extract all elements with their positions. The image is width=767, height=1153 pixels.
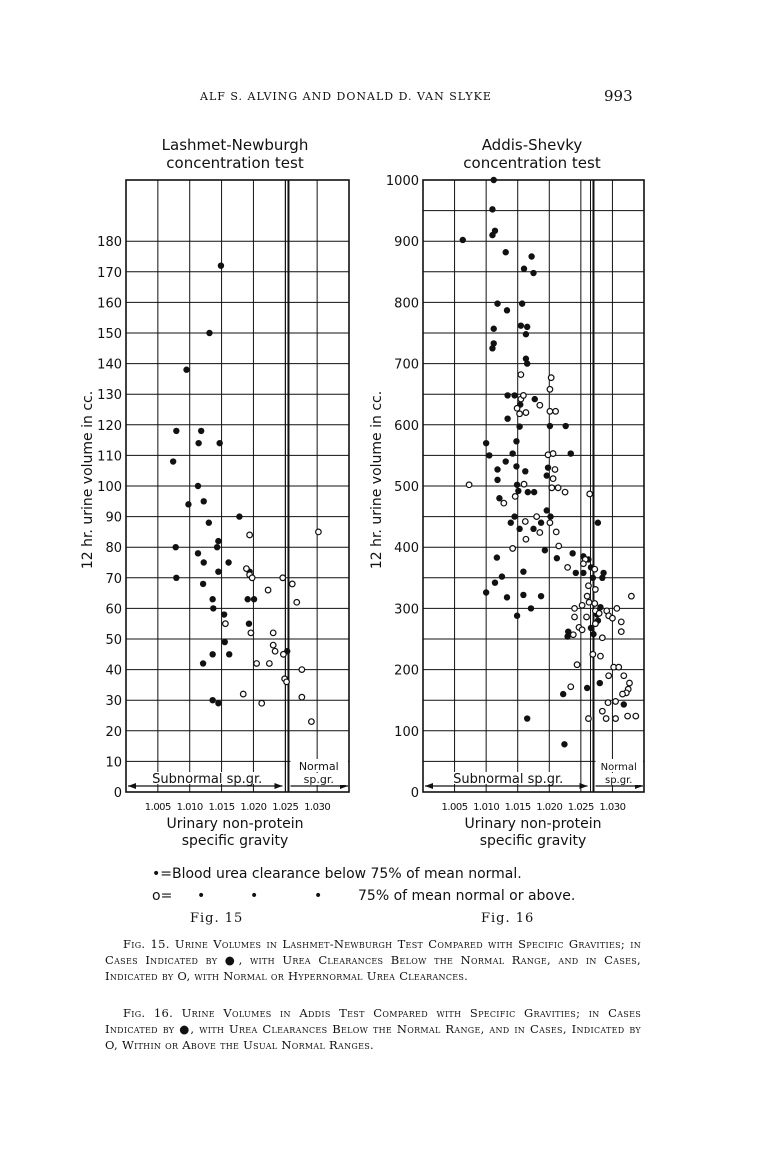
- chart2-point-open: [618, 629, 624, 635]
- chart2-point-filled: [496, 495, 502, 501]
- chart2-point-open: [550, 476, 556, 482]
- chart2-point-open: [552, 467, 558, 473]
- chart1-point-filled: [201, 559, 207, 565]
- chart1-x-tick-label: 1.015: [208, 802, 235, 813]
- chart2-point-open: [625, 713, 631, 719]
- chart1-y-tick-label: 30: [105, 694, 122, 710]
- chart2-point-open: [521, 393, 527, 399]
- chart2-point-filled: [509, 450, 515, 456]
- chart2-point-open: [572, 606, 578, 612]
- chart1-point-filled: [206, 520, 212, 526]
- chart1-point-filled: [225, 559, 231, 565]
- legend-open-text: 75% of mean normal or above.: [358, 888, 576, 904]
- chart1-point-filled: [214, 544, 220, 550]
- chart2-point-open: [501, 500, 507, 506]
- chart2-point-open: [593, 621, 599, 627]
- legend-filled-prefix: •=: [152, 866, 172, 882]
- chart2-point-filled: [561, 741, 567, 747]
- chart1-title: [128, 136, 342, 172]
- chart2-point-filled: [504, 307, 510, 313]
- chart2-y-tick-label: 300: [394, 602, 419, 618]
- chart2-point-open: [586, 583, 592, 589]
- chart2-point-filled: [599, 575, 605, 581]
- chart2-point-open: [517, 411, 523, 417]
- chart1-y-tick-label: 70: [105, 571, 122, 587]
- chart1-point-filled: [195, 550, 201, 556]
- chart1-x-tick-label: 1.020: [240, 802, 267, 813]
- chart2-point-filled: [560, 691, 566, 697]
- chart2-point-open: [572, 614, 578, 620]
- chart1-point-open: [270, 642, 276, 648]
- chart2-y-tick-label: 900: [394, 235, 419, 251]
- chart2-y-tick-label: 100: [394, 724, 419, 740]
- chart2-point-open: [549, 485, 555, 491]
- chart2-point-open: [613, 699, 619, 705]
- chart2-point-open: [568, 684, 574, 690]
- chart1-normal-label: Normal: [298, 760, 339, 773]
- chart1-y-tick-label: 20: [105, 724, 122, 740]
- legend-filled: [152, 866, 522, 882]
- chart2-point-open: [466, 482, 472, 488]
- chart2-point-filled: [531, 489, 537, 495]
- chart1-point-open: [309, 719, 315, 725]
- chart2-point-open: [579, 627, 585, 633]
- legend-ditto-3: •: [314, 888, 323, 904]
- chart2-plot: [380, 166, 670, 832]
- chart1-point-filled: [185, 501, 191, 507]
- chart2-point-open: [523, 410, 529, 416]
- chart2-point-open: [534, 514, 540, 520]
- chart2-subnormal-arrowhead-right: [579, 783, 587, 789]
- chart2-point-filled: [597, 680, 603, 686]
- chart1-subnormal-arrowhead-left: [128, 783, 136, 789]
- chart2-point-open: [574, 662, 580, 668]
- chart1-x-axis-label: [128, 816, 342, 850]
- chart1-point-filled: [209, 651, 215, 657]
- chart2-point-filled: [503, 249, 509, 255]
- chart2-y-tick-label: 0: [410, 786, 419, 801]
- chart2-point-filled: [545, 464, 551, 470]
- chart1-point-filled: [215, 538, 221, 544]
- chart2-point-filled: [516, 526, 522, 532]
- chart2-point-filled: [513, 463, 519, 469]
- chart1-xlabel-line1: Urinary non-protein: [166, 816, 304, 832]
- page-number: 993: [604, 87, 633, 105]
- chart1-point-open: [254, 661, 260, 667]
- chart1-y-tick-label: 120: [97, 418, 122, 434]
- chart1-point-filled: [222, 639, 228, 645]
- chart2-point-open: [610, 615, 616, 621]
- chart2-point-filled: [528, 605, 534, 611]
- chart2-point-open: [584, 614, 590, 620]
- chart2-point-filled: [504, 415, 510, 421]
- chart1-plot: [90, 172, 360, 832]
- chart2-title-line2: concentration test: [463, 154, 601, 172]
- chart2-point-open: [548, 375, 554, 381]
- chart2-point-open: [627, 680, 633, 686]
- running-head: ALF S. ALVING AND DONALD D. VAN SLYKE: [200, 90, 492, 103]
- chart1-point-filled: [251, 596, 257, 602]
- chart1-point-open: [294, 599, 300, 605]
- chart2-point-open: [522, 519, 528, 525]
- chart2-point-filled: [524, 360, 530, 366]
- chart2-point-open: [596, 610, 602, 616]
- chart2-point-open: [592, 566, 598, 572]
- chart1-point-open: [267, 661, 273, 667]
- chart2-point-filled: [494, 300, 500, 306]
- chart2-x-tick-label: 1.005: [441, 802, 468, 813]
- chart1-point-filled: [195, 483, 201, 489]
- figure-label-16: Fig. 16: [481, 911, 535, 926]
- chart2-point-open: [556, 543, 562, 549]
- legend-ditto-2: •: [250, 888, 259, 904]
- chart1-point-open: [299, 694, 305, 700]
- chart2-point-filled: [568, 450, 574, 456]
- chart2-point-filled: [569, 550, 575, 556]
- legend-filled-text: Blood urea clearance below 75% of mean normal.: [172, 866, 522, 882]
- chart2-point-open: [600, 635, 606, 641]
- chart2-point-filled: [573, 570, 579, 576]
- chart2-point-filled: [584, 685, 590, 691]
- caption-fig16: Fig. 16. Urine Volumes in Addis Test Compared with Specific Gravities; in Cases Indicated by ●, with Urea Clearances Below the Normal Range, and in Cases, Indicated by O, Within or Above the Usual Normal Ranges.: [105, 1006, 641, 1052]
- chart2-point-open: [514, 405, 520, 411]
- chart1-point-filled: [198, 428, 204, 434]
- chart2-point-open: [584, 593, 590, 599]
- chart2-point-filled: [538, 520, 544, 526]
- chart1-title-line2: concentration test: [166, 154, 304, 172]
- chart2-point-open: [518, 372, 524, 378]
- chart1-y-tick-label: 140: [97, 357, 122, 373]
- chart1-point-open: [247, 532, 253, 538]
- chart2-point-filled: [595, 520, 601, 526]
- chart2-point-open: [605, 700, 611, 706]
- chart2-y-axis-label: 12 hr. urine volume in cc.: [369, 390, 385, 570]
- chart2-point-filled: [514, 613, 520, 619]
- chart2-y-tick-label: 800: [394, 296, 419, 312]
- chart2-point-filled: [489, 206, 495, 212]
- chart2-point-filled: [564, 633, 570, 639]
- chart1-point-open: [259, 700, 265, 706]
- chart1-point-open: [248, 630, 254, 636]
- chart2-point-filled: [580, 570, 586, 576]
- chart2-point-filled: [489, 232, 495, 238]
- chart1-spgr-label: sp.gr.: [303, 773, 334, 786]
- chart1-point-open: [223, 621, 229, 627]
- legend-open-prefix: o=: [152, 888, 173, 904]
- chart2-y-tick-label: 700: [394, 357, 419, 373]
- chart2-x-tick-label: 1.020: [536, 802, 563, 813]
- chart1-point-open: [240, 691, 246, 697]
- chart1-subnormal-label: Subnormal sp.gr.: [152, 772, 263, 787]
- chart2-point-open: [547, 387, 553, 393]
- chart2-x-tick-label: 1.010: [473, 802, 500, 813]
- chart2-point-filled: [483, 589, 489, 595]
- chart2-point-filled: [524, 715, 530, 721]
- chart2-point-filled: [544, 507, 550, 513]
- chart2-point-open: [562, 489, 568, 495]
- chart1-y-tick-label: 40: [105, 663, 122, 679]
- chart2-point-open: [613, 716, 619, 722]
- chart2-point-open: [614, 606, 620, 612]
- chart2-point-open: [550, 451, 556, 457]
- chart2-x-axis-label: [426, 816, 640, 850]
- chart2-point-filled: [547, 513, 553, 519]
- chart2-point-open: [537, 530, 543, 536]
- chart2-title-line1: Addis-Shevky: [481, 136, 583, 154]
- chart2-point-open: [547, 409, 553, 415]
- chart1-point-open: [249, 575, 255, 581]
- chart2-point-open: [616, 664, 622, 670]
- chart1-y-tick-label: 60: [105, 602, 122, 618]
- chart1-point-open: [284, 679, 290, 685]
- chart2-point-filled: [563, 423, 569, 429]
- chart2-point-open: [570, 632, 576, 638]
- chart1-y-axis-label: 12 hr. urine volume in cc.: [80, 390, 96, 570]
- chart2-point-filled: [538, 593, 544, 599]
- chart1-point-open: [316, 529, 322, 535]
- chart2-point-filled: [516, 423, 522, 429]
- chart2-point-open: [633, 713, 639, 719]
- chart1-point-filled: [215, 700, 221, 706]
- chart2-y-tick-label: 200: [394, 663, 419, 679]
- chart2-point-filled: [544, 472, 550, 478]
- chart1-point-filled: [172, 544, 178, 550]
- chart2-subnormal-arrowhead-left: [425, 783, 433, 789]
- chart1-point-filled: [244, 596, 250, 602]
- chart2-point-filled: [491, 326, 497, 332]
- chart2-point-filled: [514, 482, 520, 488]
- chart2-point-filled: [530, 270, 536, 276]
- chart2-point-open: [598, 653, 604, 659]
- chart1-y-tick-label: 50: [105, 633, 122, 648]
- chart2-point-filled: [590, 575, 596, 581]
- chart2-xlabel-line2: specific gravity: [479, 833, 587, 849]
- figure-label-15: Fig. 15: [190, 911, 244, 926]
- chart2-point-open: [620, 691, 626, 697]
- chart2-point-open: [600, 708, 606, 714]
- chart2-point-filled: [494, 477, 500, 483]
- chart1-point-open: [265, 587, 271, 593]
- chart2-point-filled: [530, 526, 536, 532]
- chart1-point-open: [281, 652, 287, 658]
- chart2-point-filled: [590, 631, 596, 637]
- chart1-point-open: [272, 648, 278, 654]
- legend-ditto-1: •: [197, 888, 206, 904]
- chart1-y-tick-label: 10: [105, 755, 122, 771]
- chart1-y-tick-label: 110: [97, 449, 122, 465]
- chart1-point-filled: [209, 596, 215, 602]
- chart2-point-filled: [511, 513, 517, 519]
- chart2-point-open: [565, 565, 571, 571]
- chart1-point-filled: [195, 440, 201, 446]
- chart2-point-open: [629, 593, 635, 599]
- chart2-point-open: [593, 587, 599, 593]
- chart2-point-filled: [508, 520, 514, 526]
- chart2-point-open: [590, 652, 596, 658]
- chart2-point-filled: [542, 547, 548, 553]
- chart2-spgr-label: sp.gr.: [605, 775, 633, 786]
- chart1-point-filled: [209, 697, 215, 703]
- chart1-title-line1: Lashmet-Newburgh: [161, 136, 309, 154]
- chart2-point-filled: [460, 237, 466, 243]
- chart1-y-tick-label: 100: [97, 480, 122, 495]
- chart1-point-open: [289, 581, 295, 587]
- chart2-point-filled: [519, 300, 525, 306]
- chart1-x-tick-label: 1.005: [144, 802, 171, 813]
- chart1-point-filled: [210, 605, 216, 611]
- chart2-point-open: [512, 494, 518, 500]
- chart1-point-filled: [206, 330, 212, 336]
- chart2-point-open: [521, 481, 527, 487]
- chart1-y-tick-label: 170: [97, 265, 122, 281]
- chart1-point-filled: [216, 440, 222, 446]
- legend-open: [152, 888, 632, 908]
- chart1-point-open: [299, 667, 305, 673]
- chart2-normal-label: Normal: [600, 762, 637, 773]
- chart2-y-tick-label: 500: [394, 480, 419, 495]
- chart2-point-open: [603, 716, 609, 722]
- chart2-point-open: [553, 529, 559, 535]
- chart2-point-filled: [513, 438, 519, 444]
- chart1-y-tick-label: 160: [97, 296, 122, 312]
- chart2-x-tick-label: 1.025: [567, 802, 594, 813]
- chart2-point-open: [510, 546, 516, 552]
- chart2-point-open: [581, 561, 587, 567]
- chart1-subnormal-arrowhead-right: [274, 783, 282, 789]
- chart1-point-filled: [183, 367, 189, 373]
- caption-fig15: Fig. 15. Urine Volumes in Lashmet-Newburgh Test Compared with Specific Gravities; in Cases Indicated by ●, with Urea Clearances Below the Normal Range, and in Cases, Indicated by O, with Normal or Hypernormal Urea Clearances.: [105, 937, 641, 983]
- chart2-point-filled: [511, 392, 517, 398]
- chart2-point-open: [606, 673, 612, 679]
- chart2-subnormal-label: Subnormal sp.gr.: [453, 772, 564, 787]
- chart1-y-tick-label: 150: [97, 327, 122, 342]
- chart1-point-filled: [200, 581, 206, 587]
- chart2-point-open: [621, 673, 627, 679]
- chart2-point-filled: [503, 458, 509, 464]
- chart2-point-filled: [494, 554, 500, 560]
- chart2-point-filled: [532, 396, 538, 402]
- chart2-xlabel-line1: Urinary non-protein: [464, 816, 602, 832]
- running-header: [0, 87, 767, 114]
- chart2-point-open: [523, 536, 529, 542]
- chart2-point-open: [618, 619, 624, 625]
- chart1-point-open: [244, 566, 250, 572]
- chart1-point-filled: [170, 458, 176, 464]
- chart1-point-filled: [236, 513, 242, 519]
- chart2-point-open: [553, 409, 559, 415]
- chart2-point-filled: [528, 253, 534, 259]
- chart2-point-filled: [522, 468, 528, 474]
- chart2-point-filled: [494, 466, 500, 472]
- chart2-x-tick-label: 1.030: [599, 802, 626, 813]
- chart1-y-tick-label: 90: [105, 510, 122, 526]
- chart2-point-filled: [518, 322, 524, 328]
- chart2-point-open: [586, 716, 592, 722]
- chart2-point-filled: [523, 331, 529, 337]
- chart2-point-filled: [492, 579, 498, 585]
- chart1-x-tick-label: 1.025: [272, 802, 299, 813]
- chart2-y-tick-label: 400: [394, 541, 419, 557]
- chart2-point-open: [586, 599, 592, 605]
- chart1-point-filled: [246, 621, 252, 627]
- chart2-point-filled: [521, 266, 527, 272]
- chart1-point-filled: [201, 498, 207, 504]
- chart1-point-filled: [215, 568, 221, 574]
- chart1-point-filled: [200, 660, 206, 666]
- chart1-point-filled: [173, 575, 179, 581]
- chart2-point-open: [592, 601, 598, 607]
- chart2-point-filled: [489, 345, 495, 351]
- chart1-y-tick-label: 180: [97, 235, 122, 251]
- chart2-point-filled: [504, 594, 510, 600]
- chart1-y-tick-label: 130: [97, 388, 122, 404]
- chart2-point-open: [537, 402, 543, 408]
- chart1-y-tick-label: 0: [113, 786, 122, 801]
- chart2-point-filled: [525, 489, 531, 495]
- chart1-point-filled: [221, 611, 227, 617]
- chart2-point-open: [579, 603, 585, 609]
- chart1-point-filled: [173, 428, 179, 434]
- chart2-point-filled: [504, 392, 510, 398]
- chart2-point-filled: [486, 452, 492, 458]
- chart2-point-open: [555, 485, 561, 491]
- chart1-point-open: [270, 630, 276, 636]
- chart2-point-filled: [547, 423, 553, 429]
- chart2-point-filled: [520, 568, 526, 574]
- chart2-point-open: [547, 520, 553, 526]
- chart2-point-filled: [524, 324, 530, 330]
- chart2-point-open: [587, 491, 593, 497]
- chart2-y-tick-label: 1000: [385, 174, 419, 189]
- chart2-x-tick-label: 1.015: [504, 802, 531, 813]
- chart1-point-open: [280, 575, 286, 581]
- chart2-point-filled: [499, 573, 505, 579]
- chart1-point-filled: [218, 262, 224, 268]
- chart1-x-tick-label: 1.030: [304, 802, 331, 813]
- chart1-y-tick-label: 80: [105, 541, 122, 557]
- chart2-point-filled: [621, 701, 627, 707]
- chart1-xlabel-line2: specific gravity: [181, 833, 289, 849]
- chart1-point-filled: [226, 651, 232, 657]
- chart1-x-tick-label: 1.010: [176, 802, 203, 813]
- chart2-point-filled: [554, 555, 560, 561]
- chart2-point-filled: [491, 177, 497, 183]
- chart2-y-tick-label: 600: [394, 418, 419, 434]
- chart2-point-filled: [520, 592, 526, 598]
- chart2-point-filled: [483, 440, 489, 446]
